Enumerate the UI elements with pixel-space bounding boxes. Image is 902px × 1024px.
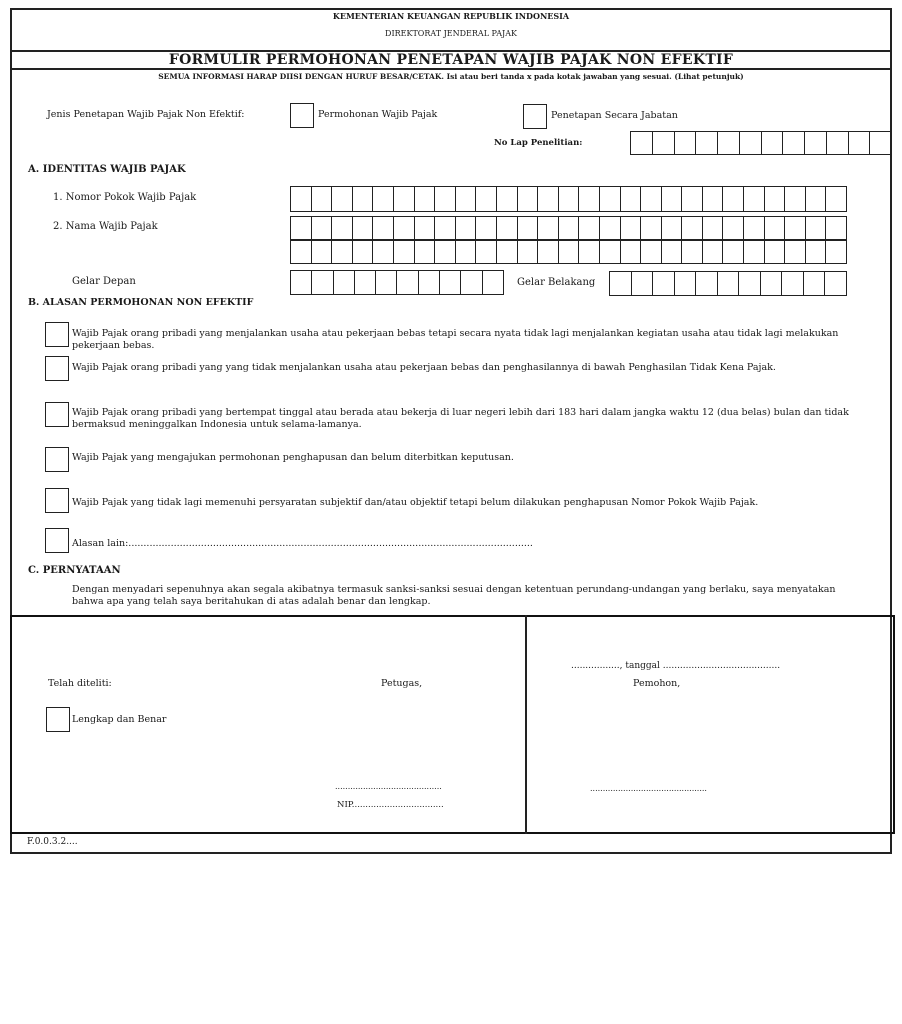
reason-3-checkbox[interactable] [45,402,69,427]
reason-1-text: Wajib Pajak orang pribadi yang menjalankan usaha atau pekerjaan bebas tetapi secara nyata tidak lagi menjalankan kegiatan usaha atau tidak lagi melakukan pekerjaan bebas. [72,328,839,351]
char-box[interactable] [435,241,456,263]
char-box[interactable] [538,187,559,211]
npwp-label: 1. Nomor Pokok Wajib Pajak [53,192,197,203]
char-box[interactable] [785,187,806,211]
char-box[interactable] [559,187,580,211]
char-box[interactable] [744,217,765,239]
char-box[interactable] [497,217,518,239]
nama-input-row-2[interactable] [290,240,847,264]
char-box[interactable] [696,272,718,295]
char-box[interactable] [806,217,827,239]
form-title: FORMULIR PERMOHONAN PENETAPAN WAJIB PAJAK NON EFEKTIF [168,52,734,68]
char-box[interactable] [653,272,675,295]
reason-other-text: Alasan lain:...................................................................................................................................... [72,538,533,549]
char-box[interactable] [806,187,827,211]
char-box[interactable] [675,132,697,154]
pernyataan-text: Dengan menyadari sepenuhnya akan segala akibatnya termasuk sanksi-sanksi sesuai dengan ketentuan perundang-undangan yang berlaku, saya menyatakan bahwa apa yang telah saya beritahukan di atas adalah benar dan lengkap. [72,584,836,607]
reason-4-checkbox[interactable] [45,447,69,472]
char-box[interactable] [435,217,456,239]
char-box[interactable] [415,217,436,239]
petugas-label: Petugas, [381,678,423,689]
char-box[interactable] [761,272,783,295]
char-box[interactable] [312,187,333,211]
char-box[interactable] [419,271,440,294]
jenis-label: Jenis Penetapan Wajib Pajak Non Efektif: [47,109,245,120]
reason-3-text: Wajib Pajak orang pribadi yang bertempat tinggal atau berada atau bekerja di luar negeri lebih dari 183 hari dalam jangka waktu 12 (dua belas) bulan dan tidak bermaksud meninggalkan Indonesia untuk selama-lamanya. [72,407,849,430]
char-box[interactable] [785,217,806,239]
char-box[interactable] [353,217,374,239]
char-box[interactable] [476,187,497,211]
char-box[interactable] [579,187,600,211]
char-box[interactable] [497,241,518,263]
char-box[interactable] [497,187,518,211]
char-box[interactable] [653,132,675,154]
char-box[interactable] [662,241,683,263]
char-box[interactable] [641,217,662,239]
char-box[interactable] [394,241,415,263]
title-divider [10,68,892,70]
telah-diteliti-label: Telah diteliti: [48,678,112,689]
permohonan-wp-checkbox[interactable] [290,103,314,128]
char-box[interactable] [476,217,497,239]
char-box[interactable] [610,272,632,295]
ministry-name: KEMENTERIAN KEUANGAN REPUBLIK INDONESIA [332,11,570,21]
char-box[interactable] [291,241,312,263]
tanggal-field: ................., tanggal ......................................... [571,661,781,671]
char-box[interactable] [806,241,827,263]
char-box[interactable] [353,187,374,211]
char-box[interactable] [415,187,436,211]
char-box[interactable] [332,187,353,211]
char-box[interactable] [827,132,849,154]
char-box[interactable] [312,241,333,263]
petugas-signature-line: .......................................... [335,782,442,791]
char-box[interactable] [762,132,784,154]
char-box[interactable] [373,187,394,211]
char-box[interactable] [518,217,539,239]
char-box[interactable] [723,241,744,263]
char-box[interactable] [826,187,846,211]
penetapan-jabatan-label: Penetapan Secara Jabatan [551,110,678,121]
permohonan-wp-label: Permohonan Wajib Pajak [318,109,438,120]
signature-divider [525,615,527,834]
char-box[interactable] [849,132,871,154]
penetapan-jabatan-checkbox[interactable] [523,104,547,129]
pemohon-label: Pemohon, [633,678,681,689]
char-box[interactable] [621,187,642,211]
directorate-name: DIREKTORAT JENDERAL PAJAK [385,29,517,38]
char-box[interactable] [291,271,312,294]
char-box[interactable] [456,217,477,239]
form-code: F.0.0.3.2.... [27,837,78,847]
gelar-depan-label: Gelar Depan [72,276,136,287]
char-box[interactable] [518,187,539,211]
char-box[interactable] [703,217,724,239]
no-lap-input[interactable] [630,131,892,155]
char-box[interactable] [718,272,740,295]
char-box[interactable] [765,187,786,211]
char-box[interactable] [559,241,580,263]
gelar-depan-input[interactable] [290,270,504,295]
lengkap-benar-checkbox[interactable] [46,707,70,732]
char-box[interactable] [765,241,786,263]
char-box[interactable] [312,271,333,294]
char-box[interactable] [641,241,662,263]
char-box[interactable] [435,187,456,211]
char-box[interactable] [631,132,653,154]
char-box[interactable] [355,271,376,294]
char-box[interactable] [723,187,744,211]
char-box[interactable] [483,271,503,294]
char-box[interactable] [740,132,762,154]
char-box[interactable] [621,217,642,239]
char-box[interactable] [744,241,765,263]
char-box[interactable] [456,187,477,211]
char-box[interactable] [682,217,703,239]
char-box[interactable] [312,217,333,239]
char-box[interactable] [765,217,786,239]
char-box[interactable] [579,241,600,263]
gelar-belakang-label: Gelar Belakang [517,277,596,288]
reason-5-checkbox[interactable] [45,488,69,513]
char-box[interactable] [783,132,805,154]
char-box[interactable] [461,271,482,294]
char-box[interactable] [826,217,846,239]
npwp-input[interactable] [290,186,847,212]
char-box[interactable] [579,217,600,239]
char-box[interactable] [415,241,436,263]
instruction-text: SEMUA INFORMASI HARAP DIISI DENGAN HURUF BESAR/CETAK. Isi atau beri tanda x pada kotak jawaban yang sesuai. (Lihat petunjuk) [158,72,744,81]
char-box[interactable] [600,241,621,263]
reason-2-checkbox[interactable] [45,356,69,381]
char-box[interactable] [870,132,891,154]
char-box[interactable] [662,217,683,239]
reason-5-text: Wajib Pajak yang tidak lagi memenuhi persyaratan subjektif dan/atau objektif tetapi belum dilakukan penghapusan Nomor Pokok Wajib Pajak. [72,497,759,508]
nama-label: 2. Nama Wajib Pajak [53,221,158,232]
char-box[interactable] [703,241,724,263]
char-box[interactable] [373,217,394,239]
char-box[interactable] [744,187,765,211]
char-box[interactable] [718,132,740,154]
char-box[interactable] [785,241,806,263]
char-box[interactable] [291,217,312,239]
char-box[interactable] [804,272,826,295]
char-box[interactable] [559,217,580,239]
char-box[interactable] [518,241,539,263]
pemohon-signature-line: .............................................. [590,784,707,793]
char-box[interactable] [632,272,654,295]
char-box[interactable] [641,187,662,211]
reason-2-text: Wajib Pajak orang pribadi yang yang tidak menjalankan usaha atau pekerjaan bebas dan penghasilannya di bawah Penghasilan Tidak Kena Pajak. [72,362,776,373]
char-box[interactable] [682,187,703,211]
char-box[interactable] [538,217,559,239]
section-b-title: B. ALASAN PERMOHONAN NON EFEKTIF [28,297,254,308]
char-box[interactable] [456,241,477,263]
char-box[interactable] [440,271,461,294]
char-box[interactable] [739,272,761,295]
char-box[interactable] [782,272,804,295]
reason-4-text: Wajib Pajak yang mengajukan permohonan penghapusan dan belum diterbitkan keputusan. [72,452,514,463]
lengkap-benar-label: Lengkap dan Benar [72,714,167,725]
char-box[interactable] [332,241,353,263]
char-box[interactable] [696,132,718,154]
char-box[interactable] [682,241,703,263]
char-box[interactable] [825,272,846,295]
char-box[interactable] [723,217,744,239]
char-box[interactable] [376,271,397,294]
nama-input-row-1[interactable] [290,216,847,240]
char-box[interactable] [394,217,415,239]
char-box[interactable] [332,217,353,239]
char-box[interactable] [373,241,394,263]
char-box[interactable] [805,132,827,154]
char-box[interactable] [675,272,697,295]
char-box[interactable] [703,187,724,211]
char-box[interactable] [600,187,621,211]
no-lap-label: No Lap Penelitian: [494,138,583,148]
section-a-title: A. IDENTITAS WAJIB PAJAK [28,164,186,175]
char-box[interactable] [334,271,355,294]
char-box[interactable] [826,241,846,263]
section-c-title: C. PERNYATAAN [28,565,121,576]
char-box[interactable] [662,187,683,211]
char-box[interactable] [394,187,415,211]
char-box[interactable] [291,187,312,211]
nip-field: NIP.................................. [337,800,444,810]
char-box[interactable] [476,241,497,263]
char-box[interactable] [600,217,621,239]
char-box[interactable] [621,241,642,263]
reason-other-checkbox[interactable] [45,528,69,553]
char-box[interactable] [353,241,374,263]
char-box[interactable] [397,271,418,294]
gelar-belakang-input[interactable] [609,271,847,296]
reason-1-checkbox[interactable] [45,322,69,347]
char-box[interactable] [538,241,559,263]
